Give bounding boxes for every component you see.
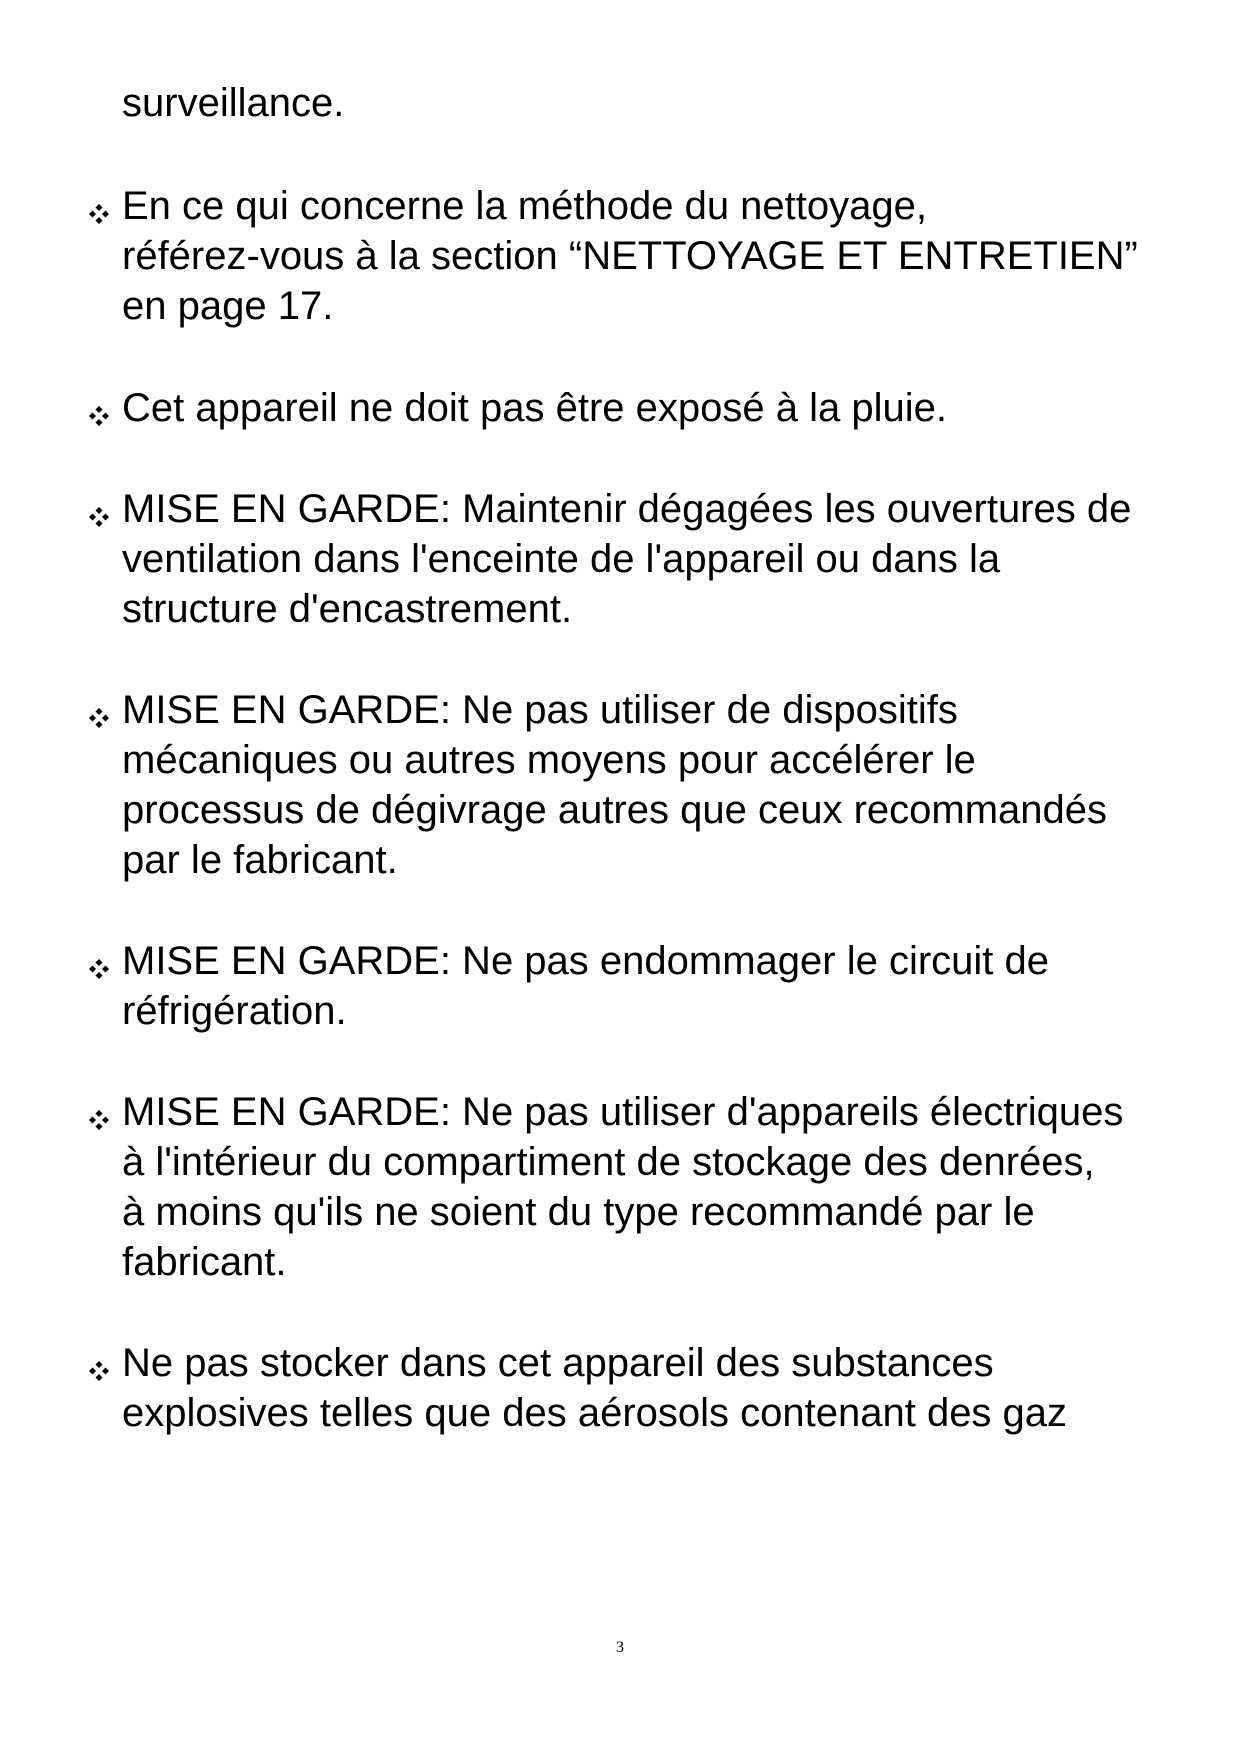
- bullet-item-text: MISE EN GARDE: Ne pas utiliser de dispositifs: [122, 688, 958, 732]
- diamond-bullet-icon: [87, 202, 111, 226]
- bullet-item-text: à moins qu'ils ne soient du type recommandé par le: [122, 1190, 1035, 1234]
- bullet-item-text: fabricant.: [122, 1240, 287, 1284]
- bullet-item-text: En ce qui concerne la méthode du nettoyage,: [122, 184, 927, 228]
- bullet-item-text: à l'intérieur du compartiment de stockage des denrées,: [122, 1140, 1095, 1184]
- bullet-item-text: MISE EN GARDE: Ne pas utiliser d'appareils électriques: [122, 1090, 1124, 1134]
- bullet-item-text: MISE EN GARDE: Ne pas endommager le circuit de: [122, 939, 1050, 983]
- diamond-bullet-icon: [87, 957, 111, 981]
- bullet-item-text: Cet appareil ne doit pas être exposé à la pluie.: [122, 386, 947, 430]
- bullet-item-text: MISE EN GARDE: Maintenir dégagées les ouvertures de: [122, 487, 1132, 531]
- bullet-item-text: ventilation dans l'enceinte de l'appareil ou dans la: [122, 537, 1001, 581]
- bullet-item-text: mécaniques ou autres moyens pour accélérer le: [122, 738, 976, 782]
- bullet-item-text: en page 17.: [122, 284, 334, 328]
- bullet-item-text: explosives telles que des aérosols contenant des gaz: [122, 1391, 1068, 1435]
- continuation-text: surveillance.: [122, 81, 345, 125]
- bullet-item-text: structure d'encastrement.: [122, 587, 573, 631]
- bullet-item-text: Ne pas stocker dans cet appareil des substances: [122, 1341, 994, 1385]
- bullet-item-text: référez-vous à la section “NETTOYAGE ET ENTRETIEN”: [122, 234, 1138, 278]
- diamond-bullet-icon: [87, 1108, 111, 1132]
- bullet-item-text: réfrigération.: [122, 989, 347, 1033]
- page-number: 3: [616, 1639, 624, 1656]
- diamond-bullet-icon: [87, 404, 111, 428]
- diamond-bullet-icon: [87, 505, 111, 529]
- diamond-bullet-icon: [87, 706, 111, 730]
- diamond-bullet-icon: [87, 1359, 111, 1383]
- bullet-item-text: processus de dégivrage autres que ceux recommandés: [122, 788, 1107, 832]
- bullet-item-text: par le fabricant.: [122, 838, 398, 882]
